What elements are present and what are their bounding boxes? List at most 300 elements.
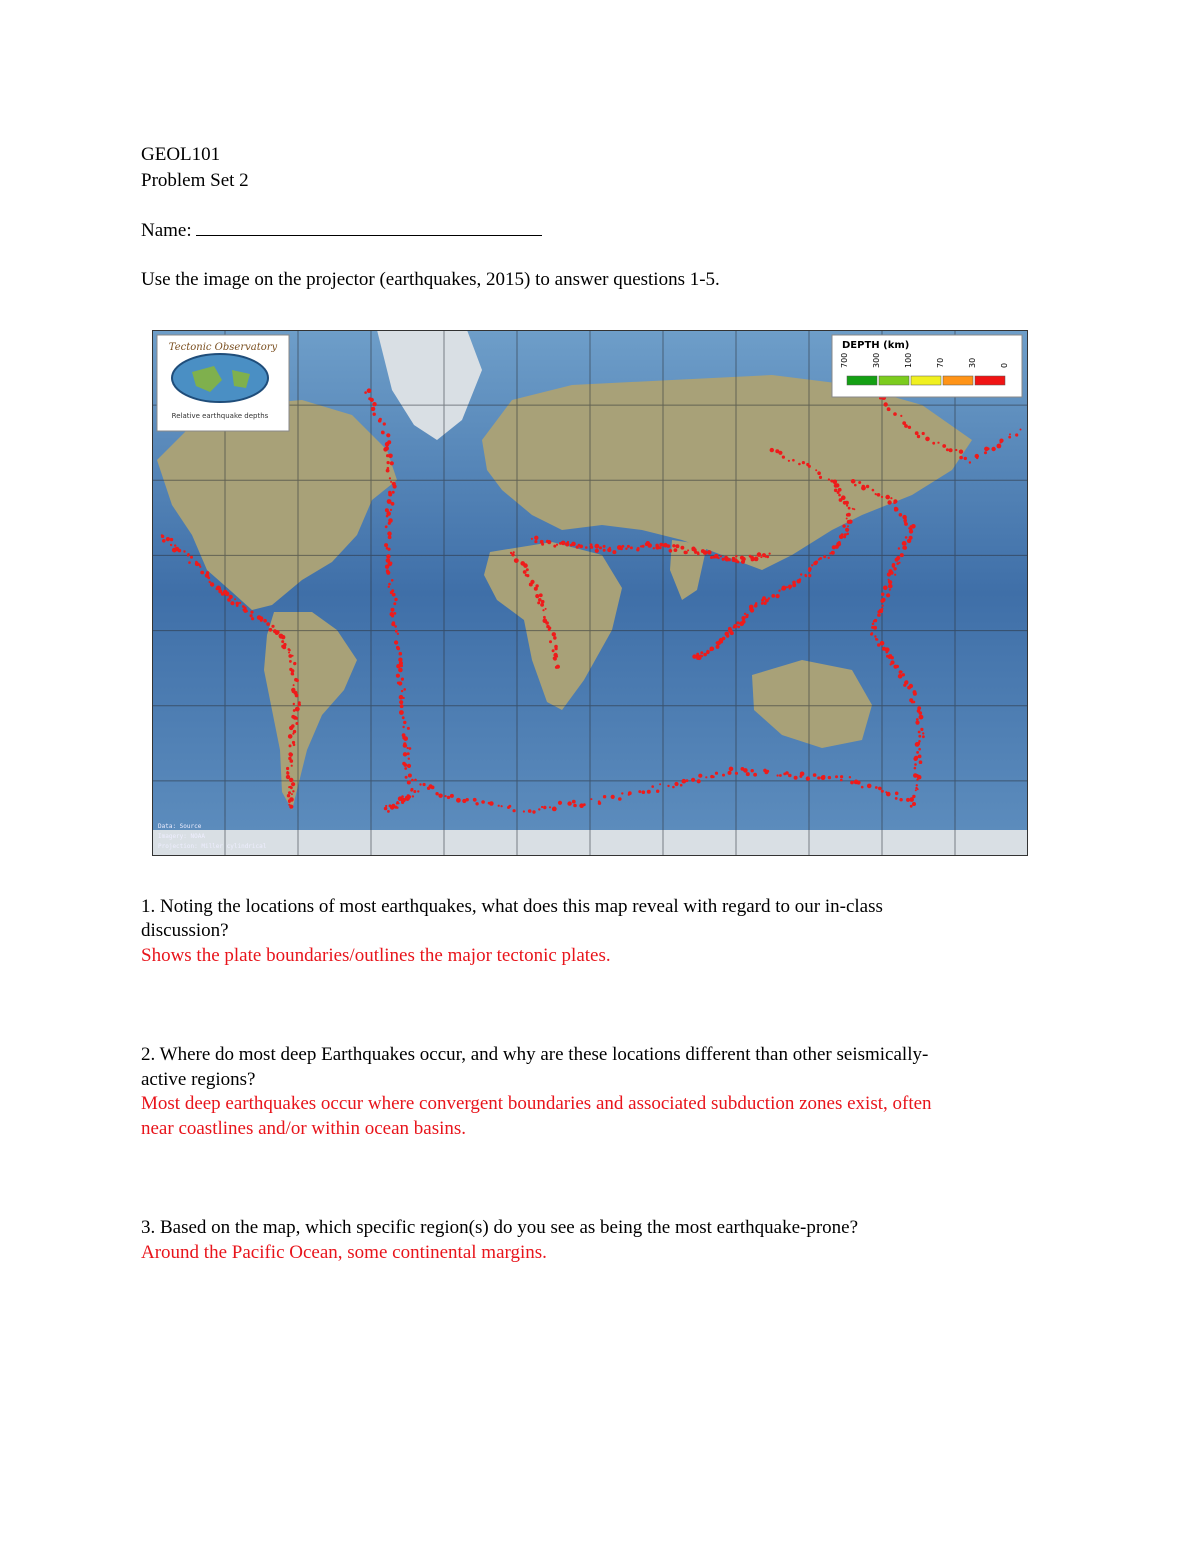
earthquake-dot [915,789,917,791]
earthquake-dot [293,716,297,720]
earthquake-dot [647,790,651,794]
earthquake-dot [707,652,710,655]
depth-legend [832,335,1022,397]
earthquake-dot [782,456,785,459]
earthquake-dot [877,494,879,496]
earthquake-dot [964,457,967,460]
earthquake-dot [761,599,764,602]
earthquake-dot [925,437,930,442]
earthquake-dot [638,790,641,793]
earthquake-dot [393,602,396,605]
earthquake-dot [916,718,919,721]
earthquake-dot [835,775,838,778]
earthquake-dot [295,707,300,712]
earthquake-dot [754,557,759,562]
earthquake-dot [408,795,411,798]
earthquake-dot [399,700,403,704]
earthquake-dot [385,805,387,807]
earthquake-dot [392,804,396,808]
earthquake-dot [281,645,284,648]
earthquake-dot [786,586,788,588]
earthquake-dot [403,763,407,767]
earthquake-dot [893,665,897,669]
earthquake-dot [893,501,896,504]
earthquake-dot [419,783,421,785]
earthquake-dot [725,632,729,636]
earthquake-dot [381,431,385,435]
earthquake-dot [722,774,725,777]
earthquake-dot [386,515,389,518]
earthquake-dot [839,534,844,539]
earthquake-dot [946,448,949,451]
answer-1-line-1: Shows the plate boundaries/outlines the major tectonic plates. [141,945,611,966]
earthquake-dot [611,795,615,799]
earthquake-dot [371,407,375,411]
earthquake-dot [823,555,826,558]
earthquake-dot [549,640,552,643]
earthquake-dot [286,767,289,770]
earthquake-dot [585,546,588,549]
earthquake-dot [743,768,748,773]
earthquake-dot [904,522,908,526]
earthquake-dot [903,519,907,523]
earthquake-dot [917,435,920,438]
earthquake-dot [908,426,911,429]
earthquake-dot [250,614,253,617]
earthquake-dot [879,609,884,614]
earthquake-dot [250,611,253,614]
earthquake-dot [628,791,632,795]
earthquake-dot [754,604,758,608]
earthquake-dot [552,649,555,652]
earthquake-dot [286,772,289,775]
earthquake-dot [741,616,745,620]
earthquake-dot [751,769,754,772]
earthquake-dot [571,542,576,547]
legend-swatch [975,376,1005,385]
earthquake-dot [686,779,689,782]
earthquake-dot [394,598,397,601]
earthquake-dot [572,800,576,804]
earthquake-dot [736,560,739,563]
earthquake-dot [781,588,784,591]
earthquake-dot [174,544,176,546]
earthquake-dot [918,748,921,751]
earthquake-dot [386,433,390,437]
earthquake-dot [886,792,891,797]
earthquake-dot [526,574,529,577]
earthquake-dot [567,541,569,543]
earthquake-dot [293,709,296,712]
earthquake-dot [733,626,735,628]
earthquake-dot [391,608,395,612]
earthquake-dot [290,759,294,763]
earthquake-dot [390,481,392,483]
earthquake-dot [915,742,920,747]
earthquake-dot [379,418,382,421]
earthquake-dot [558,801,562,805]
earthquake-dot [549,806,551,808]
earthquake-dot [209,581,211,583]
earthquake-dot [895,792,899,796]
earthquake-dot [674,548,678,552]
earthquake-dot [445,795,447,797]
earthquake-dot [385,525,388,528]
earthquake-dot [917,722,919,724]
earthquake-dot [915,431,919,435]
earthquake-dot [819,476,822,479]
earthquake-dot [715,772,718,775]
earthquake-dot [534,536,538,540]
earthquake-dot [889,589,891,591]
earthquake-dot [400,664,403,667]
earthquake-dot [386,469,390,473]
earthquake-dot [447,796,450,799]
earthquake-dot [888,580,892,584]
earthquake-dot [886,593,890,597]
earthquake-dot [792,459,795,462]
earthquake-dot [672,544,675,547]
earthquake-dot [409,747,412,750]
earthquake-dot [813,561,817,565]
earthquake-dot [388,586,390,588]
earthquake-dot [922,432,925,435]
earthquake-dot [298,703,301,706]
logo-subtitle: Relative earthquake depths [171,412,269,420]
earthquake-dot [230,601,234,605]
problem-set-title: Problem Set 2 [141,170,249,191]
earthquake-dot [541,600,545,604]
earthquake-dot [847,525,849,527]
earthquake-dot [1015,433,1018,436]
earthquake-dot [667,785,669,787]
earthquake-dot [680,784,683,787]
earthquake-dot [874,635,876,637]
earthquake-dot [846,533,849,536]
earthquake-dot [672,786,675,789]
earthquake-dot [595,544,600,549]
credit-line: Imagery: NOAA [158,833,205,840]
earthquake-dot [830,480,833,483]
earthquake-dot [552,807,557,812]
earthquake-dot [885,495,890,500]
earthquake-dot [399,695,404,700]
earthquake-dot [893,412,897,416]
earthquake-dot [397,633,399,635]
earthquake-dot [289,660,292,663]
earthquake-dot [999,439,1003,443]
earthquake-dot [705,776,707,778]
earthquake-dot [289,744,292,747]
earthquake-dot [878,787,882,791]
earthquake-dot [909,797,914,802]
earthquake-dot [603,545,606,548]
earthquake-dot [394,612,397,615]
earthquake-dot [404,767,407,770]
earthquake-dot [162,539,166,543]
earthquake-dot [845,528,849,532]
earthquake-dot [710,775,713,778]
earthquake-dot [543,616,546,619]
earthquake-dot [942,444,946,448]
earthquake-dot [815,469,817,471]
earthquake-dot [890,660,894,664]
earthquake-dot [808,574,811,577]
earthquake-dot [888,584,893,589]
name-field[interactable] [141,217,542,244]
instructions: Use the image on the projector (earthquakes, 2015) to answer questions 1-5. [141,269,720,290]
earthquake-dot [871,626,874,629]
earthquake-dot [183,550,185,552]
earthquake-dot [832,545,836,549]
earthquake-dot [389,477,391,479]
earthquake-dot [403,688,406,691]
earthquake-dot [279,634,284,639]
earthquake-dot [817,471,821,475]
earthquake-dot [269,628,273,632]
earthquake-dot [599,546,602,549]
earthquake-dot [370,398,374,402]
earthquake-dot [853,508,855,510]
earthquake-dot [761,602,764,605]
earthquake-dot [396,807,398,809]
earthquake-dot [788,774,792,778]
earthquake-dot [431,786,435,790]
earthquake-dot [260,618,263,621]
earthquake-dot [473,798,477,802]
earthquake-dot [288,648,291,651]
earthquake-dot [828,557,830,559]
earthquake-dot [766,555,769,558]
earthquake-dot [456,798,461,803]
answer-2-line-1: Most deep earthquakes occur where convergent boundaries and associated subduction zones exist, often [141,1093,932,1114]
earthquake-dot [914,763,917,766]
earthquake-dot [590,546,593,549]
earthquake-dot [276,630,280,634]
earthquake-dot [386,554,390,558]
earthquake-dot [399,710,404,715]
earthquake-dot [373,413,376,416]
logo-title: Tectonic Observatory [168,342,278,353]
earthquake-dot [881,605,883,607]
earthquake-dot [711,647,714,650]
earthquake-dot [403,721,406,724]
earthquake-dot [400,704,404,708]
earthquake-dot [583,803,586,806]
earthquake-dot [595,549,599,553]
earthquake-dot [567,801,571,805]
earthquake-dot [698,774,702,778]
earthquake-dot [170,544,172,546]
earthquake-dot [777,774,779,776]
earthquake-dot [403,736,408,741]
earthquake-dot [630,546,633,549]
earthquake-dot [937,442,939,444]
earthquake-dot [877,613,881,617]
earthquake-dot [401,795,404,798]
earthquake-dot [417,790,419,792]
earthquake-dot [399,652,403,656]
earthquake-dot [407,747,409,749]
earthquake-dot [548,628,551,631]
earthquake-dot [388,454,393,459]
earthquake-dot [846,505,848,507]
earthquake-dot [913,692,917,696]
earthquake-dot [857,781,861,785]
earthquake-dot [797,579,801,583]
earthquake-dot [291,793,293,795]
earthquake-dot [290,786,293,789]
earthquake-dot [808,567,812,571]
earthquake-dot [401,690,403,692]
earthquake-dot [239,602,241,604]
earthquake-dot [918,755,922,759]
earthquake-dot [553,657,557,661]
earthquake-dot [705,551,707,553]
earthquake-dot [845,501,849,505]
earthquake-dot [535,594,539,598]
earthquake-dot [475,802,478,805]
earthquake-dot [532,810,535,813]
earthquake-dot [808,465,811,468]
earthquake-dot [766,770,769,773]
earthquake-dot [286,775,290,779]
earthquake-dot [898,547,900,549]
earthquake-dot [388,583,391,586]
earthquake-dot [771,594,775,598]
earthquake-dot [842,524,845,527]
earthquake-dot [862,485,866,489]
earthquake-dot [236,602,240,606]
earthquake-dot [383,422,386,425]
earthquake-dot [508,805,511,808]
earthquake-dot [537,601,540,604]
earthquake-dot [401,678,404,681]
earthquake-dot [651,785,654,788]
earthquake-dot [920,728,923,731]
earthquake-dot [984,451,987,454]
earthquake-dot [513,809,516,812]
earthquake-dot [885,647,890,652]
earthquake-dot [846,518,848,520]
earthquake-dot [392,593,396,597]
earthquake-dot [385,442,390,447]
course-code: GEOL101 [141,144,221,165]
earthquake-dot [385,446,389,450]
earthquake-dot [770,448,774,452]
earthquake-dot [390,509,392,511]
earthquake-dot [386,571,390,575]
earthquake-dot [545,608,547,610]
earthquake-dot [289,726,293,730]
earthquake-map [152,330,1028,856]
earthquake-dot [837,491,840,494]
earthquake-dot [387,548,390,551]
earthquake-dot [229,595,233,599]
earthquake-dot [922,732,924,734]
earthquake-dot [547,540,551,544]
legend-tick-label: 700 [840,352,849,368]
legend-tick-label: 300 [872,352,881,368]
earthquake-dot [912,802,916,806]
earthquake-dot [621,792,623,794]
earthquake-dot [903,684,906,687]
earthquake-dot [899,798,902,801]
earthquake-dot [293,744,296,747]
earthquake-dot [891,656,894,659]
earthquake-dot [389,562,392,565]
earthquake-dot [746,772,750,776]
earthquake-dot [403,742,406,745]
earthquake-dot [875,493,877,495]
earthquake-dot [573,804,577,808]
earthquake-dot [881,593,884,596]
name-label: Name: [141,220,192,241]
earthquake-dot [384,807,388,811]
earthquake-dot [858,481,861,484]
earthquake-dot [251,617,254,620]
earthquake-dot [225,591,230,596]
earthquake-dot [893,567,896,570]
earthquake-dot [788,460,790,462]
earthquake-dot [289,668,292,671]
earthquake-dot [900,553,904,557]
earthquake-dot [736,621,739,624]
earthquake-dot [875,786,878,789]
earthquake-dot [367,388,372,393]
earthquake-dot [915,787,917,789]
earthquake-dot [612,550,616,554]
question-1-line-2: discussion? [141,920,229,941]
earthquake-dot [407,727,410,730]
earthquake-dot [534,540,537,543]
earthquake-dot [407,764,411,768]
earthquake-dot [394,625,397,628]
earthquake-dot [932,442,935,445]
earthquake-dot [556,665,560,669]
earthquake-dot [289,805,293,809]
earthquake-dot [909,529,913,533]
earthquake-dot [408,774,412,778]
earthquake-dot [769,553,771,555]
earthquake-dot [199,566,201,568]
earthquake-dot [817,776,820,779]
earthquake-dot [707,550,712,555]
earthquake-dot [949,448,953,452]
earthquake-dot [403,717,405,719]
earthquake-dot [289,753,292,756]
earthquake-dot [906,798,910,802]
earthquake-dot [828,478,830,480]
earthquake-dot [916,784,918,786]
name-underline[interactable] [196,217,542,236]
earthquake-dot [511,553,514,556]
earthquake-dot [609,547,611,549]
earthquake-dot [627,545,630,548]
earthquake-dot [553,545,556,548]
earthquake-dot [987,447,990,450]
earthquake-dot [848,520,852,524]
question-3-line-1: 3. Based on the map, which specific region(s) do you see as being the most earthquake-prone? [141,1217,859,1238]
earthquake-dot [288,800,291,803]
earthquake-dot [722,558,725,561]
earthquake-dot [288,654,292,658]
earthquake-dot [396,674,400,678]
earthquake-dot [391,614,394,617]
earthquake-dot [894,507,898,511]
earthquake-dot [976,457,978,459]
earthquake-dot [763,602,766,605]
